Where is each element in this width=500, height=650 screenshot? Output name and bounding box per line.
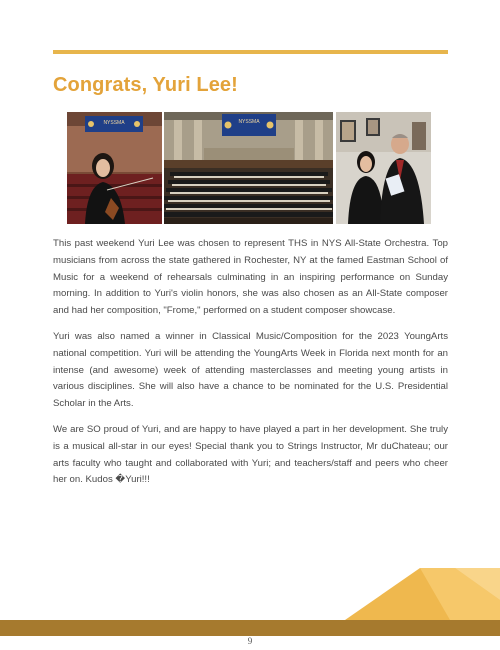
article-body: [53, 236, 448, 498]
banner-text: NYSSMA: [103, 120, 125, 126]
top-accent-rule: [53, 50, 448, 54]
article-paragraph: This past weekend Yuri Lee was chosen to represent THS in NYS All-State Orchestra. Top musicians from across the state gathered in Rochester, NY at the famed Eastman School of Music for a weekend of rehearsals culminating in an inspiring performance on Sunday morning. In addition to Yuri's violin honors, she was also chosen as an All-State composer and had her composition, "Frome," performed on a student composer showcase.: [53, 238, 448, 317]
banner-text: NYSSMA: [238, 119, 260, 125]
article-paragraph: Yuri was also named a winner in Classical Music/Composition for the 2023 YoungArts national competition. Yuri will be attending the YoungArts Week in Florida next month for an intense (and awesome) week of attending masterclasses and meeting young artists in various disciplines. She will also have a chance to be nominated for the U.S. Presidential Scholar in the Arts.: [53, 330, 448, 410]
photo-orchestra-hall: [164, 112, 333, 224]
page-number: 9: [247, 636, 253, 646]
page-title: Congrats, Yuri Lee!: [53, 74, 238, 96]
photo-yuri-instructor: [336, 112, 431, 224]
photo-yuri-violin: [67, 112, 162, 224]
article-paragraph: We are SO proud of Yuri, and are happy to have played a part in her development. She truly is a musical all-star in our eyes! Special thank you to Strings Instructor, Mr duChateau; our arts faculty who taught and collaborated with Yuri; and teachers/staff and peers who cheer her on. Kudos �Yuri!!!: [53, 423, 448, 486]
